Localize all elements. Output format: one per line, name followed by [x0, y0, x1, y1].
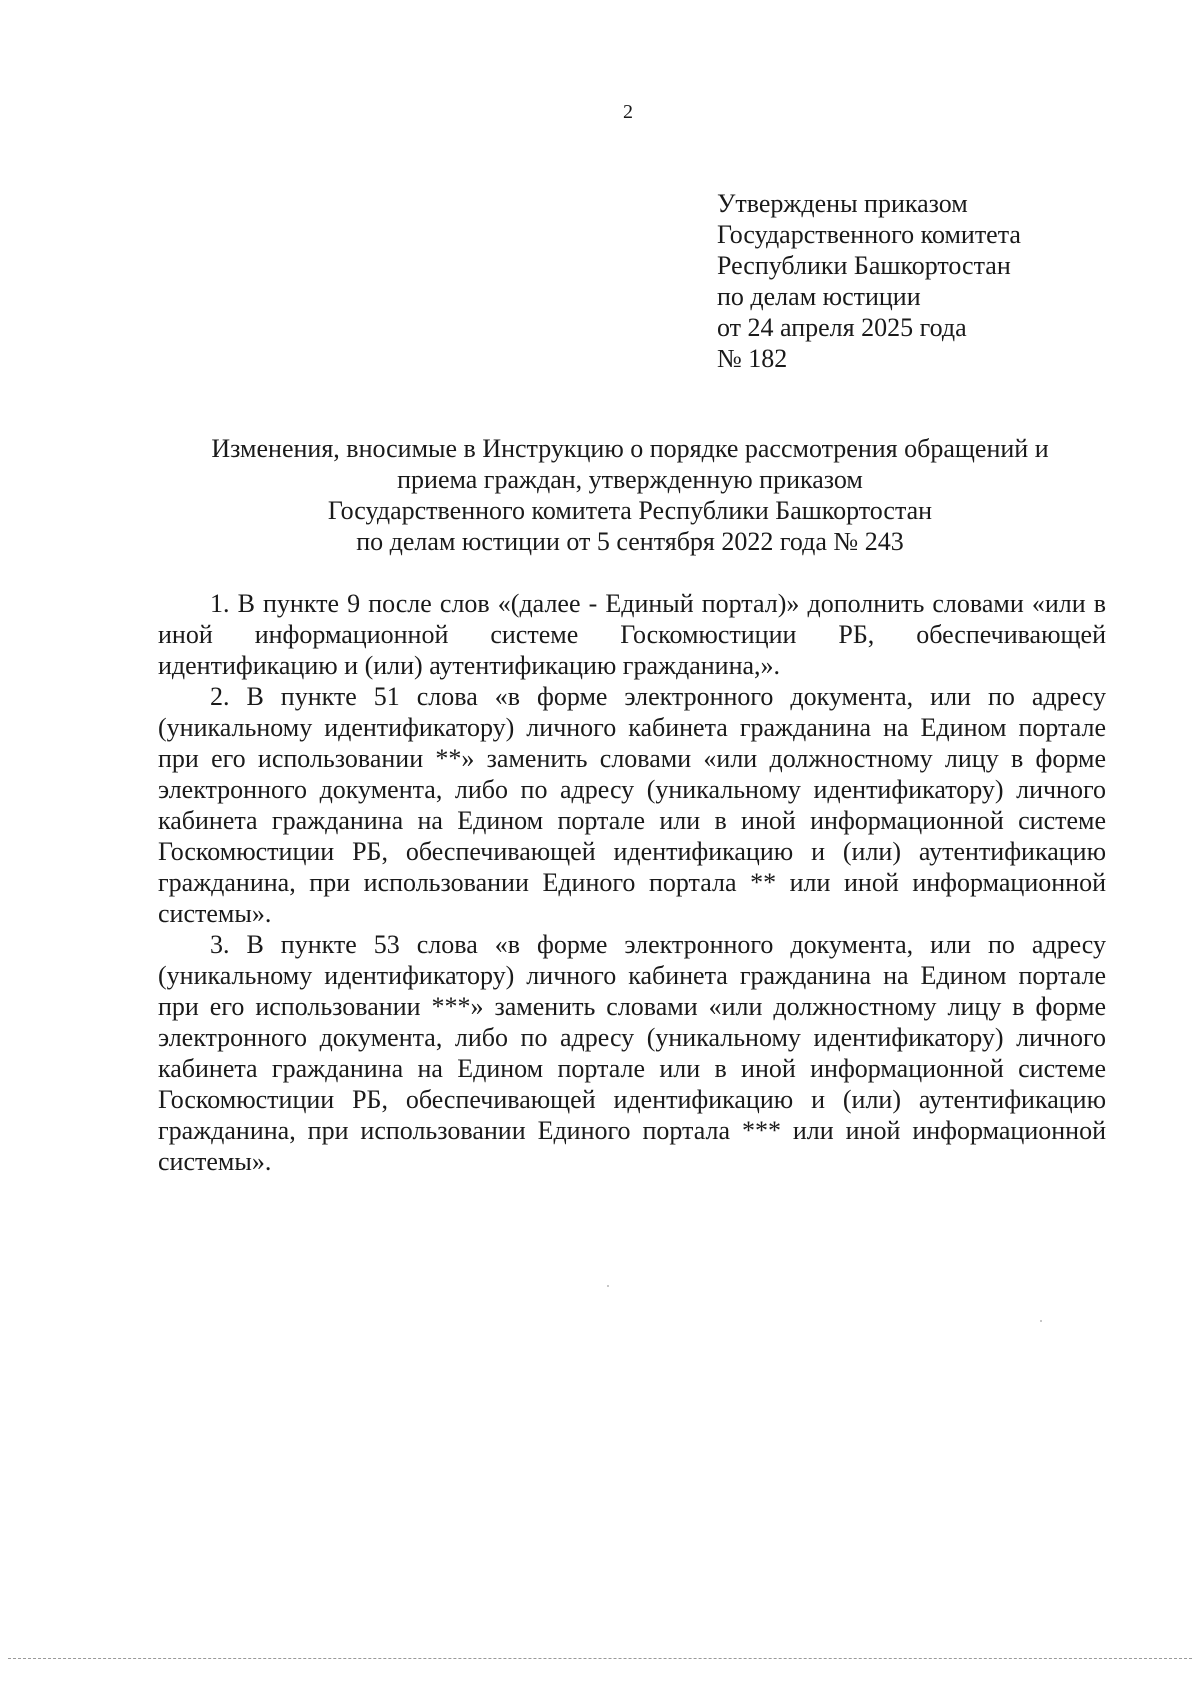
approval-line: Республики Башкортостан — [717, 251, 1011, 280]
approval-line: по делам юстиции — [717, 282, 921, 311]
amendment-paragraph-2: 2. В пункте 51 слова «в форме электронного документа, или по адресу (уникальному идентификатору) личного кабинета гражданина на Едином портале при его использовании **» заменить словами «или должностному лицу в форме электронного документа, либо по адресу (уникальному идентификатору) личного кабинета гражданина на Едином портале или в иной информационной системе Госкомюстиции РБ, обеспечивающей идентификацию и (или) аутентификацию гражданина, при использовании Единого портала ** или иной информационной системы». — [158, 682, 1106, 928]
title-line: по делам юстиции от 5 сентября 2022 года № 243 — [356, 527, 904, 556]
title-line: Государственного комитета Республики Башкортостан — [327, 496, 933, 525]
scan-speck — [607, 1285, 609, 1287]
amendment-paragraph-3: 3. В пункте 53 слова «в форме электронного документа, или по адресу (уникальному идентификатору) личного кабинета гражданина на Едином портале при его использовании ***» заменить словами «или должностному лицу в форме электронного документа, либо по адресу (уникальному идентификатору) личного кабинета гражданина на Едином портале или в иной информационной системе Госкомюстиции РБ, обеспечивающей идентификацию и (или) аутентификацию гражданина, при использовании Единого портала *** или иной информационной системы». — [158, 930, 1106, 1176]
title-line: Изменения, вносимые в Инструкцию о порядке рассмотрения обращений и — [211, 434, 1049, 463]
approval-stamp — [717, 188, 1021, 374]
title-line: приема граждан, утвержденную приказом — [397, 465, 863, 494]
amendment-paragraph-1: 1. В пункте 9 после слов «(далее - Единый портал)» дополнить словами «или в иной информационной системе Госкомюстиции РБ, обеспечивающей идентификацию и (или) аутентификацию гражданина,». — [158, 589, 1106, 680]
approval-line: Утверждены приказом — [717, 189, 968, 218]
document-title — [150, 433, 1110, 557]
scan-speck — [1040, 1320, 1042, 1322]
approval-line: № 182 — [717, 344, 788, 373]
page-bottom-rule — [8, 1658, 1192, 1659]
approval-line: Государственного комитета — [717, 220, 1021, 249]
approval-line: от 24 апреля 2025 года — [717, 313, 967, 342]
document-body — [158, 588, 1106, 1177]
page-number: 2 — [623, 101, 633, 123]
